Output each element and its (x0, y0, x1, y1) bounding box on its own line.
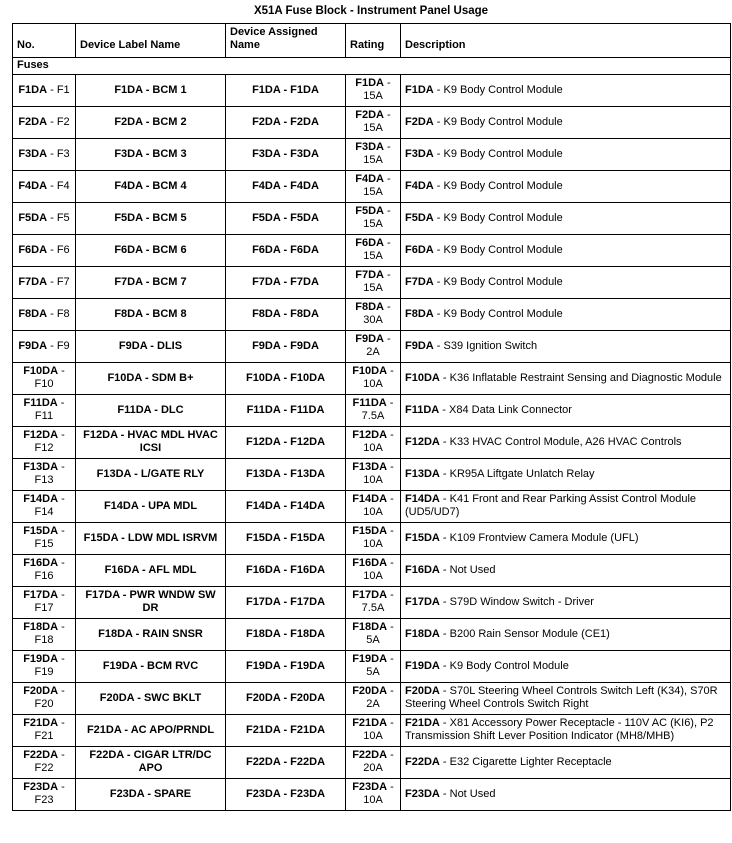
cell-rating: F15DA - 10A (346, 522, 401, 554)
col-header-device-label-name: Device Label Name (76, 24, 226, 58)
fuse-row-f19da (13, 650, 731, 682)
cell-device-label-name: F18DA - RAIN SNSR (76, 618, 226, 650)
fuse-row-f22da (13, 746, 731, 778)
page-title: X51A Fuse Block - Instrument Panel Usage (253, 5, 489, 17)
section-label-fuses: Fuses (13, 57, 731, 74)
cell-rating: F16DA - 10A (346, 554, 401, 586)
cell-description: F1DA - K9 Body Control Module (401, 74, 731, 106)
fuse-row-f6da (13, 234, 731, 266)
table-header-row (13, 24, 731, 58)
cell-device-label-name: F12DA - HVAC MDL HVAC ICSI (76, 426, 226, 458)
fuse-row-f5da (13, 202, 731, 234)
cell-device-assigned-name: F2DA - F2DA (226, 106, 346, 138)
fuse-row-f8da (13, 298, 731, 330)
cell-rating: F13DA - 10A (346, 458, 401, 490)
cell-description: F11DA - X84 Data Link Connector (401, 394, 731, 426)
cell-rating: F3DA - 15A (346, 138, 401, 170)
cell-device-assigned-name: F18DA - F18DA (226, 618, 346, 650)
cell-no: F22DA - F22 (13, 746, 76, 778)
cell-no: F9DA - F9 (13, 330, 76, 362)
cell-no: F19DA - F19 (13, 650, 76, 682)
fuse-usage-table (12, 23, 731, 811)
cell-device-label-name: F21DA - AC APO/PRNDL (76, 714, 226, 746)
fuse-row-f10da (13, 362, 731, 394)
cell-no: F15DA - F15 (13, 522, 76, 554)
fuse-row-f11da (13, 394, 731, 426)
cell-description: F5DA - K9 Body Control Module (401, 202, 731, 234)
cell-device-assigned-name: F6DA - F6DA (226, 234, 346, 266)
col-header-device-assigned-name: Device Assigned Name (226, 24, 346, 58)
cell-no: F5DA - F5 (13, 202, 76, 234)
cell-device-assigned-name: F19DA - F19DA (226, 650, 346, 682)
cell-device-label-name: F10DA - SDM B+ (76, 362, 226, 394)
cell-rating: F2DA - 15A (346, 106, 401, 138)
cell-description: F9DA - S39 Ignition Switch (401, 330, 731, 362)
cell-description: F23DA - Not Used (401, 778, 731, 810)
cell-no: F2DA - F2 (13, 106, 76, 138)
cell-device-label-name: F22DA - CIGAR LTR/DC APO (76, 746, 226, 778)
cell-description: F3DA - K9 Body Control Module (401, 138, 731, 170)
cell-description: F6DA - K9 Body Control Module (401, 234, 731, 266)
cell-rating: F10DA - 10A (346, 362, 401, 394)
cell-device-label-name: F20DA - SWC BKLT (76, 682, 226, 714)
cell-description: F12DA - K33 HVAC Control Module, A26 HVAC Controls (401, 426, 731, 458)
cell-rating: F20DA - 2A (346, 682, 401, 714)
cell-rating: F23DA - 10A (346, 778, 401, 810)
cell-device-label-name: F16DA - AFL MDL (76, 554, 226, 586)
fuse-row-f18da (13, 618, 731, 650)
cell-device-assigned-name: F15DA - F15DA (226, 522, 346, 554)
fuse-row-f17da (13, 586, 731, 618)
cell-device-label-name: F11DA - DLC (76, 394, 226, 426)
cell-description: F21DA - X81 Accessory Power Receptacle - 110V AC (KI6), P2 Transmission Shift Lever Position Indicator (MH8/MHB) (401, 714, 731, 746)
fuse-row-f20da (13, 682, 731, 714)
cell-device-assigned-name: F14DA - F14DA (226, 490, 346, 522)
cell-device-label-name: F7DA - BCM 7 (76, 266, 226, 298)
cell-device-assigned-name: F20DA - F20DA (226, 682, 346, 714)
fuse-row-f13da (13, 458, 731, 490)
cell-device-label-name: F1DA - BCM 1 (76, 74, 226, 106)
cell-device-assigned-name: F8DA - F8DA (226, 298, 346, 330)
cell-rating: F7DA - 15A (346, 266, 401, 298)
cell-device-assigned-name: F22DA - F22DA (226, 746, 346, 778)
fuse-row-f15da (13, 522, 731, 554)
cell-description: F7DA - K9 Body Control Module (401, 266, 731, 298)
cell-rating: F19DA - 5A (346, 650, 401, 682)
fuse-row-f1da (13, 74, 731, 106)
cell-no: F7DA - F7 (13, 266, 76, 298)
cell-device-label-name: F8DA - BCM 8 (76, 298, 226, 330)
cell-rating: F12DA - 10A (346, 426, 401, 458)
cell-no: F23DA - F23 (13, 778, 76, 810)
cell-rating: F1DA - 15A (346, 74, 401, 106)
cell-rating: F14DA - 10A (346, 490, 401, 522)
cell-device-label-name: F19DA - BCM RVC (76, 650, 226, 682)
cell-description: F10DA - K36 Inflatable Restraint Sensing and Diagnostic Module (401, 362, 731, 394)
col-header-rating: Rating (346, 24, 401, 58)
cell-device-label-name: F15DA - LDW MDL ISRVM (76, 522, 226, 554)
cell-description: F14DA - K41 Front and Rear Parking Assist Control Module (UD5/UD7) (401, 490, 731, 522)
cell-device-label-name: F5DA - BCM 5 (76, 202, 226, 234)
cell-no: F12DA - F12 (13, 426, 76, 458)
fuse-row-f12da (13, 426, 731, 458)
cell-device-assigned-name: F1DA - F1DA (226, 74, 346, 106)
fuse-row-f9da (13, 330, 731, 362)
cell-description: F17DA - S79D Window Switch - Driver (401, 586, 731, 618)
cell-no: F10DA - F10 (13, 362, 76, 394)
cell-description: F4DA - K9 Body Control Module (401, 170, 731, 202)
cell-device-label-name: F9DA - DLIS (76, 330, 226, 362)
cell-description: F2DA - K9 Body Control Module (401, 106, 731, 138)
cell-description: F16DA - Not Used (401, 554, 731, 586)
cell-description: F22DA - E32 Cigarette Lighter Receptacle (401, 746, 731, 778)
cell-description: F19DA - K9 Body Control Module (401, 650, 731, 682)
cell-device-label-name: F2DA - BCM 2 (76, 106, 226, 138)
col-header-description: Description (401, 24, 731, 58)
fuse-row-f4da (13, 170, 731, 202)
cell-device-assigned-name: F9DA - F9DA (226, 330, 346, 362)
cell-description: F20DA - S70L Steering Wheel Controls Switch Left (K34), S70R Steering Wheel Controls Switch Right (401, 682, 731, 714)
fuse-row-f3da (13, 138, 731, 170)
cell-device-assigned-name: F21DA - F21DA (226, 714, 346, 746)
cell-no: F4DA - F4 (13, 170, 76, 202)
cell-rating: F5DA - 15A (346, 202, 401, 234)
cell-no: F20DA - F20 (13, 682, 76, 714)
cell-device-label-name: F3DA - BCM 3 (76, 138, 226, 170)
fuse-row-f16da (13, 554, 731, 586)
cell-rating: F9DA - 2A (346, 330, 401, 362)
cell-device-assigned-name: F23DA - F23DA (226, 778, 346, 810)
cell-device-assigned-name: F10DA - F10DA (226, 362, 346, 394)
cell-device-label-name: F6DA - BCM 6 (76, 234, 226, 266)
cell-no: F6DA - F6 (13, 234, 76, 266)
cell-device-label-name: F14DA - UPA MDL (76, 490, 226, 522)
cell-no: F13DA - F13 (13, 458, 76, 490)
cell-device-assigned-name: F13DA - F13DA (226, 458, 346, 490)
cell-device-label-name: F23DA - SPARE (76, 778, 226, 810)
cell-device-assigned-name: F5DA - F5DA (226, 202, 346, 234)
fuse-row-f21da (13, 714, 731, 746)
cell-device-assigned-name: F4DA - F4DA (226, 170, 346, 202)
cell-no: F8DA - F8 (13, 298, 76, 330)
cell-device-assigned-name: F11DA - F11DA (226, 394, 346, 426)
cell-no: F17DA - F17 (13, 586, 76, 618)
fuse-row-f2da (13, 106, 731, 138)
cell-device-assigned-name: F12DA - F12DA (226, 426, 346, 458)
fuse-row-f14da (13, 490, 731, 522)
cell-device-assigned-name: F17DA - F17DA (226, 586, 346, 618)
cell-device-label-name: F4DA - BCM 4 (76, 170, 226, 202)
fuse-row-f23da (13, 778, 731, 810)
cell-device-assigned-name: F16DA - F16DA (226, 554, 346, 586)
cell-no: F21DA - F21 (13, 714, 76, 746)
cell-rating: F18DA - 5A (346, 618, 401, 650)
cell-rating: F11DA - 7.5A (346, 394, 401, 426)
cell-description: F8DA - K9 Body Control Module (401, 298, 731, 330)
cell-no: F11DA - F11 (13, 394, 76, 426)
col-header-no: No. (13, 24, 76, 58)
fuse-row-f7da (13, 266, 731, 298)
cell-description: F13DA - KR95A Liftgate Unlatch Relay (401, 458, 731, 490)
cell-no: F1DA - F1 (13, 74, 76, 106)
cell-rating: F4DA - 15A (346, 170, 401, 202)
cell-no: F14DA - F14 (13, 490, 76, 522)
cell-device-label-name: F17DA - PWR WNDW SW DR (76, 586, 226, 618)
section-row-fuses (13, 57, 731, 74)
cell-rating: F22DA - 20A (346, 746, 401, 778)
cell-rating: F8DA - 30A (346, 298, 401, 330)
cell-device-label-name: F13DA - L/GATE RLY (76, 458, 226, 490)
cell-description: F18DA - B200 Rain Sensor Module (CE1) (401, 618, 731, 650)
cell-rating: F21DA - 10A (346, 714, 401, 746)
cell-no: F18DA - F18 (13, 618, 76, 650)
cell-description: F15DA - K109 Frontview Camera Module (UFL) (401, 522, 731, 554)
cell-device-assigned-name: F7DA - F7DA (226, 266, 346, 298)
cell-rating: F6DA - 15A (346, 234, 401, 266)
cell-device-assigned-name: F3DA - F3DA (226, 138, 346, 170)
cell-no: F16DA - F16 (13, 554, 76, 586)
cell-no: F3DA - F3 (13, 138, 76, 170)
cell-rating: F17DA - 7.5A (346, 586, 401, 618)
